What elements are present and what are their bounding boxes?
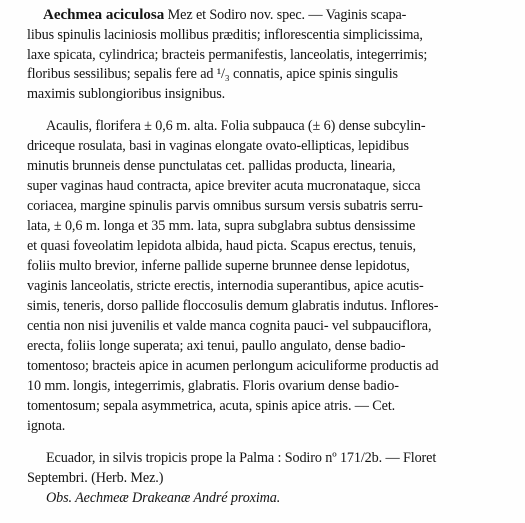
description-line: tomentosum; sepala asymmetrica, acuta, spinis apice atris. — Cet. — [27, 398, 396, 414]
description-line: coriacea, margine spinulis parvis omnibus sursum versis subatris serru- — [27, 198, 423, 214]
description-line: driceque rosulata, basi in vaginas elongate ovato-ellipticas, lepidibus — [27, 138, 409, 154]
diagnosis-line: maximis sublongioribus insignibus. — [27, 86, 226, 102]
species-author: Mez et Sodiro nov. spec. — Vaginis scapa- — [167, 7, 407, 23]
description-line: centia non nisi juvenilis et valde manca cognita pauci- vel subpauciflora, — [27, 318, 432, 334]
locality-line: Septembri. (Herb. Mez.) — [27, 470, 164, 486]
description-line: Acaulis, florifera ± 0,6 m. alta. Folia subpauca (± 6) dense subcylin- — [46, 118, 426, 134]
description-line: super vaginas haud contracta, apice breviter acuta mucronataque, sicca — [27, 178, 421, 194]
description-line: minutis brunneis dense punctulatas cet. pallidas producta, linearia, — [27, 158, 396, 174]
description-line: erecta, foliis longe superata; axi tenui, paullo angulato, dense badio- — [27, 338, 406, 354]
diagnosis-first-line — [43, 7, 406, 23]
description-line: foliis multo brevior, inferne pallide superne brunnee dense lepidotus, — [27, 258, 410, 274]
observation-line: Obs. Aechmeæ Drakeanæ André proxima. — [46, 490, 281, 506]
description-line: vaginis lanceolatis, stricte erectis, internodia superantibus, apice acutis- — [27, 278, 424, 294]
diagnosis-line: floribus sessilibus; sepalis fere ad ¹/₃ connatis, apice spinis singulis — [27, 66, 398, 82]
species-title: Aechmea aciculosa — [43, 7, 165, 23]
diagnosis-line: libus spinulis laciniosis mollibus præditis; inflorescentia simplicissima, — [27, 27, 423, 43]
description-line: simis, teneris, dorso pallide floccosulis demum glabratis indutus. Inflores- — [27, 298, 439, 314]
description-line: tomentoso; bracteis apice in acumen perlongum aciculiforme productis ad — [27, 358, 439, 374]
diagnosis-line: laxe spicata, cylindrica; bracteis permanifestis, lanceolatis, integerrimis; — [27, 47, 428, 63]
locality-line: Ecuador, in silvis tropicis prope la Palma : Sodiro nº 171/2b. — Floret — [46, 450, 437, 466]
description-line: ignota. — [27, 418, 66, 434]
description-line: et quasi foveolatim lepidota albida, haud picta. Scapus erectus, tenuis, — [27, 238, 416, 254]
description-line: 10 mm. longis, integerrimis, glabratis. Floris ovarium dense badio- — [27, 378, 399, 394]
description-line: lata, ± 0,6 m. longa et 35 mm. lata, supra subglabra subtus densissime — [27, 218, 416, 234]
